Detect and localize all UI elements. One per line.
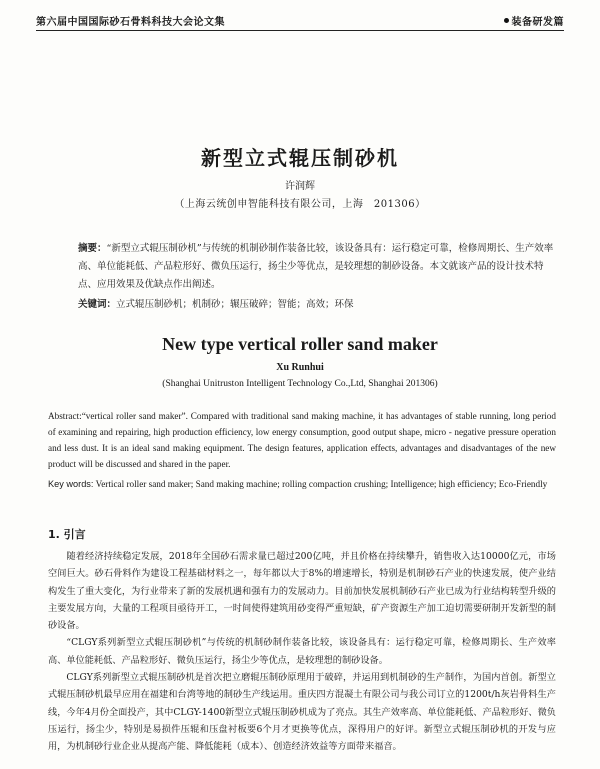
affiliation-cn: （上海云统创申智能科技有限公司，上海 201306）: [174, 199, 426, 210]
section-label: [504, 13, 565, 28]
section-label-text: 装备研发篇: [511, 17, 564, 28]
keywords-en-label: Key words:: [48, 479, 94, 489]
paper-title-cn: 新型立式辊压制砂机: [201, 146, 399, 170]
keywords-cn-text: 立式辊压制砂机；机制砂；辗压破碎；智能；高效；环保: [116, 299, 354, 310]
paper-title-en: New type vertical roller sand maker: [162, 334, 438, 354]
header-rule: [36, 30, 564, 31]
keywords-en-text: Vertical roller sand maker; Sand making machine; rolling compaction crushing; Intelligence; high efficiency; Eco-Friendly: [95, 479, 548, 489]
body-paragraph: 随着经济持续稳定发展，2018年全国砂石需求量已超过200亿吨，并且价格在持续攀升，销售收入达10000亿元，市场空间巨大。砂石骨料作为建设工程基础材料之一，每年都以大于8%的增速增长，特别是机制砂石产业的快速发展，使产业结构发生了重大变化，为行业带来了新的发展机遇和强有力的发展动力。目前加快发展机制砂石产业已成为行业结构转型升级的主要发展方向，大量的工程项目亟待开工，一时间使得建筑用砂变得严重短缺，矿产资源生产加工迫切需要研制开发新型的制砂设备。: [48, 551, 556, 632]
author-en: Xu Runhui: [276, 362, 324, 373]
keywords-cn: [78, 298, 556, 312]
keywords-en: [48, 476, 556, 492]
abstract-en-label: Abstract:: [48, 411, 82, 421]
body-paragraph: “CLGY系列新型立式辊压制砂机”与传统的机制砂制作装备比较，该设备具有：运行稳定可靠，检修周期长、生产效率高、单位能耗低、产品粒形好、微负压运行，扬尘少等优点，是较理想的制砂设备。: [48, 637, 556, 666]
abstract-en: [48, 408, 556, 472]
affiliation-en: (Shanghai Unitruston Intelligent Technology Co.,Ltd, Shanghai 201306): [162, 379, 438, 389]
section-heading-introduction: 1. 引言: [48, 528, 86, 541]
abstract-cn-label: 摘要：: [78, 243, 107, 254]
abstract-cn-text: “新型立式辊压制砂机”与传统的机制砂制作装备比较，该设备具有：运行稳定可靠，检修周期长、生产效率高、单位能耗低、产品粒形好、微负压运行，扬尘少等优点，是较理想的制砂设备。本文就该产品的设计技术特点、应用效果及优缺点作出阐述。: [78, 243, 554, 290]
abstract-cn: [78, 240, 556, 294]
bullet-icon: [504, 18, 509, 23]
keywords-cn-label: 关键词：: [78, 299, 117, 310]
body-paragraph: CLGY系列新型立式辊压制砂机是首次把立磨辊压制砂原理用于破碎，并运用到机制砂的生产制作，为国内首创。新型立式辊压制砂机最早应用在福建和台湾等地的制砂生产线运用。重庆四方混凝土有限公司与我公司订立的1200t/h灰岩骨料生产线，今年4月份全面投产，其中CLGY-1400新型立式辊压制砂机成为了亮点。其生产效率高、单位能耗低、产品粒形好、微负压运行，扬尘少，特别是易损件压辊和压盘衬板要6个月才更换等优点，深得用户的好评。新型立式辊压制砂机的开发与应用，为机制砂行业企业从提高产能、降低能耗（成本）、创造经济效益等方面带来福音。: [48, 672, 556, 753]
abstract-en-text: “vertical roller sand maker”. Compared with traditional sand making machine, it has advantages of stable running, long period of examining and repairing, high production efficiency, low energy consumption, good output shape, micro - negative pressure operation and less dust. It is an ideal sand making equipment. The design features, application effects, advantages and disadvantages of the new product will be discussed and shared in the paper.: [48, 411, 556, 469]
running-head: [36, 10, 564, 28]
author-cn: 许润辉: [285, 181, 315, 192]
section-body: [48, 548, 556, 756]
journal-title: 第六届中国国际砂石骨料科技大会论文集: [36, 17, 225, 28]
